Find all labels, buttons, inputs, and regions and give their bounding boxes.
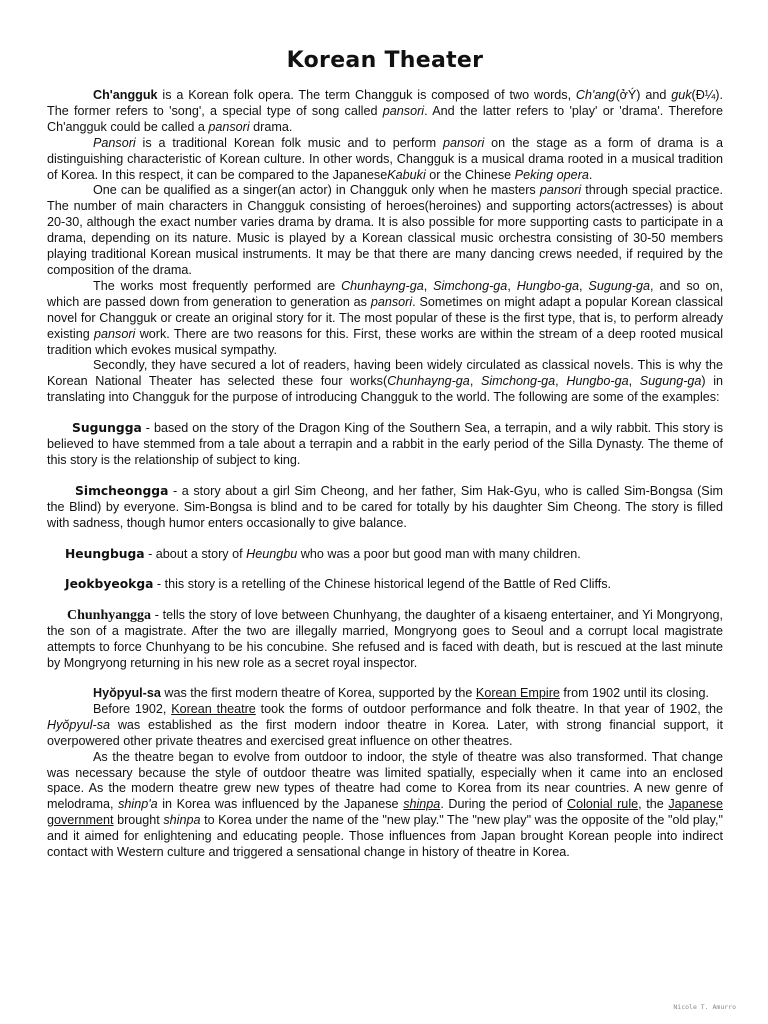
author-footer: Nicole T. Amurro — [673, 1003, 736, 1011]
spacer — [47, 469, 723, 484]
work-title: Chunhyangga — [67, 608, 152, 624]
link-shinpa[interactable]: shinpa — [403, 797, 441, 812]
work-simcheongga: Simcheongga - a story about a girl Sim Cheong, and her father, Sim Hak-Gyu, who is called Sim-Bongsa (Sim the Blind) by everyone. Sim-Bongsa is blind and to be cared for totally by his daughter Sim Cheong. The story is filled with sadness, though humor enters occasionally to give balance. — [47, 483, 723, 530]
paragraph-before-1902: Before 1902, Korean theatre took the forms of outdoor performance and folk theatre. In that year of 1902, the Hyŏpyul-sa was established as the first modern indoor theatre in Korea. Later, with strong financial support, it overpowered other private theatres and exercised great influence on other theatres. — [47, 701, 724, 748]
link-japanese-government[interactable]: Japanese government — [47, 797, 723, 828]
link-korean-empire[interactable]: Korean Empire — [475, 686, 560, 700]
paragraph-singers: One can be qualified as a singer(an actor) in Changguk only when he masters pansori through special practice. The number of main characters in Changguk consisting of heroes(heroines) and supporting actors(actresses) is about 20-30, although the exact number varies drama by drama. It is also possible for more supporting casts to participate in a drama, depending on its nature. Music is played by a Korean classical music orchestra consisting of 30-50 members playing traditional Korean musical instruments. It may be that there are many dancing crews needed, if required by the composition of the drama. — [47, 183, 723, 277]
spacer — [47, 593, 723, 608]
paragraph-secondly: Secondly, they have secured a lot of readers, having been widely circulated as classical novels. This is why the Korean National Theater has selected these four works(Chunhayng-ga, Simchong-ga, Hungbo-ga, Sugung-ga) in translating into Changguk for the purpose of introducing Changguk to the world. The following are some of the examples: — [47, 358, 724, 405]
work-title: Simcheongga — [75, 483, 169, 498]
link-colonial-rule[interactable]: Colonial rule — [567, 797, 639, 812]
paragraph-changguk-intro: Ch'angguk is a Korean folk opera. The term Changguk is composed of two words, Ch'ang(ởÝ) and guk(Ð¼). The former refers to 'song', a special type of song called pansori. And the latter refers to 'play' or 'drama'. Therefore Ch'angguk could be called a pansori drama. — [47, 88, 723, 134]
paragraph-hyopyul-sa: Hyŏpyul-sa was the first modern theatre of Korea, supported by the Korean Empire from 1902 until its closing. — [93, 686, 710, 700]
paragraph-pansori: Pansori is a traditional Korean folk music and to perform pansori on the stage as a form of drama is a distinguishing characteristic of Korean culture. In other words, Changguk is a musical drama rooted in a musical tradition of Korea. In this respect, it can be compared to the JapaneseKabuki or the Chinese Peking opera. — [47, 135, 723, 182]
document-page — [47, 48, 723, 861]
work-chunhyangga: Chunhyangga - tells the story of love between Chunhyang, the daughter of a kisaeng entertainer, and Yi Mongryong, the son of a magistrate. After the two are illegally married, Mongryong goes to Seoul and a corrupt local magistrate attempts to force Chunhyang to be his concubine. She refused and is faced with death, but is rescued at the last minute by Mongryong returning in his new role as a secret royal inspector. — [47, 608, 723, 671]
work-sugungga: Sugungga - based on the story of the Dragon King of the Southern Sea, a terrapin, and a wily rabbit. This story is believed to have stemmed from a tale about a terrapin and a rabbit in the early period of the Silla Dynasty. The theme of this story is the relationship of subject to king. — [47, 421, 723, 467]
document-title: Korean Theater — [286, 48, 484, 73]
work-title: Sugungga — [72, 421, 142, 436]
paragraph-evolution: As the theatre began to evolve from outdoor to indoor, the style of theatre was also transformed. That change was necessary because the style of outdoor theatre was limited spatially, especially when it came into an enclosed space. As the modern theatre grew new types of theatre had come to Korea from its near countries. A new genre of melodrama, shinp'a in Korea was influenced by the Japanese shinpa. During the period of Colonial rule, the Japanese government brought shinpa to Korea under the name of the "new play." The "new play" was the opposite of the "old play," and it aimed for enlightening and educating people. Those influences from Japan brought Korean people into indirect contact with Western culture and triggered a sensational change in history of theatre in Korea. — [47, 749, 723, 860]
term-changguk: Ch'angguk — [93, 88, 158, 102]
work-heungbuga: Heungbuga - about a story of Heungbu who was a poor but good man with many children. — [65, 546, 581, 561]
term-hyopyul-sa: Hyŏpyul-sa — [93, 686, 161, 700]
link-korean-theatre[interactable]: Korean theatre — [171, 701, 256, 716]
work-title: Jeokbyeokga — [65, 577, 154, 592]
spacer — [47, 562, 723, 577]
paragraph-works: The works most frequently performed are Chunhayng-ga, Simchong-ga, Hungbo-ga, Sugung-ga, and so on, which are passed down from generation to generation as pansori. Sometimes on might adapt a popular Korean classical novel for Changguk or create an original story for it. The most popular of these is the first type, that is, to perform already existing pansori work. There are two reasons for this. First, these works are within the stream of a deep rooted musical tradition which evokes musical sympathy. — [47, 278, 724, 357]
spacer — [47, 532, 723, 547]
work-jeokbyeokga: Jeokbyeokga - this story is a retelling of the Chinese historical legend of the Battle of Red Cliffs. — [65, 577, 612, 592]
work-title: Heungbuga — [65, 546, 145, 561]
spacer — [47, 406, 723, 421]
spacer — [47, 672, 723, 686]
